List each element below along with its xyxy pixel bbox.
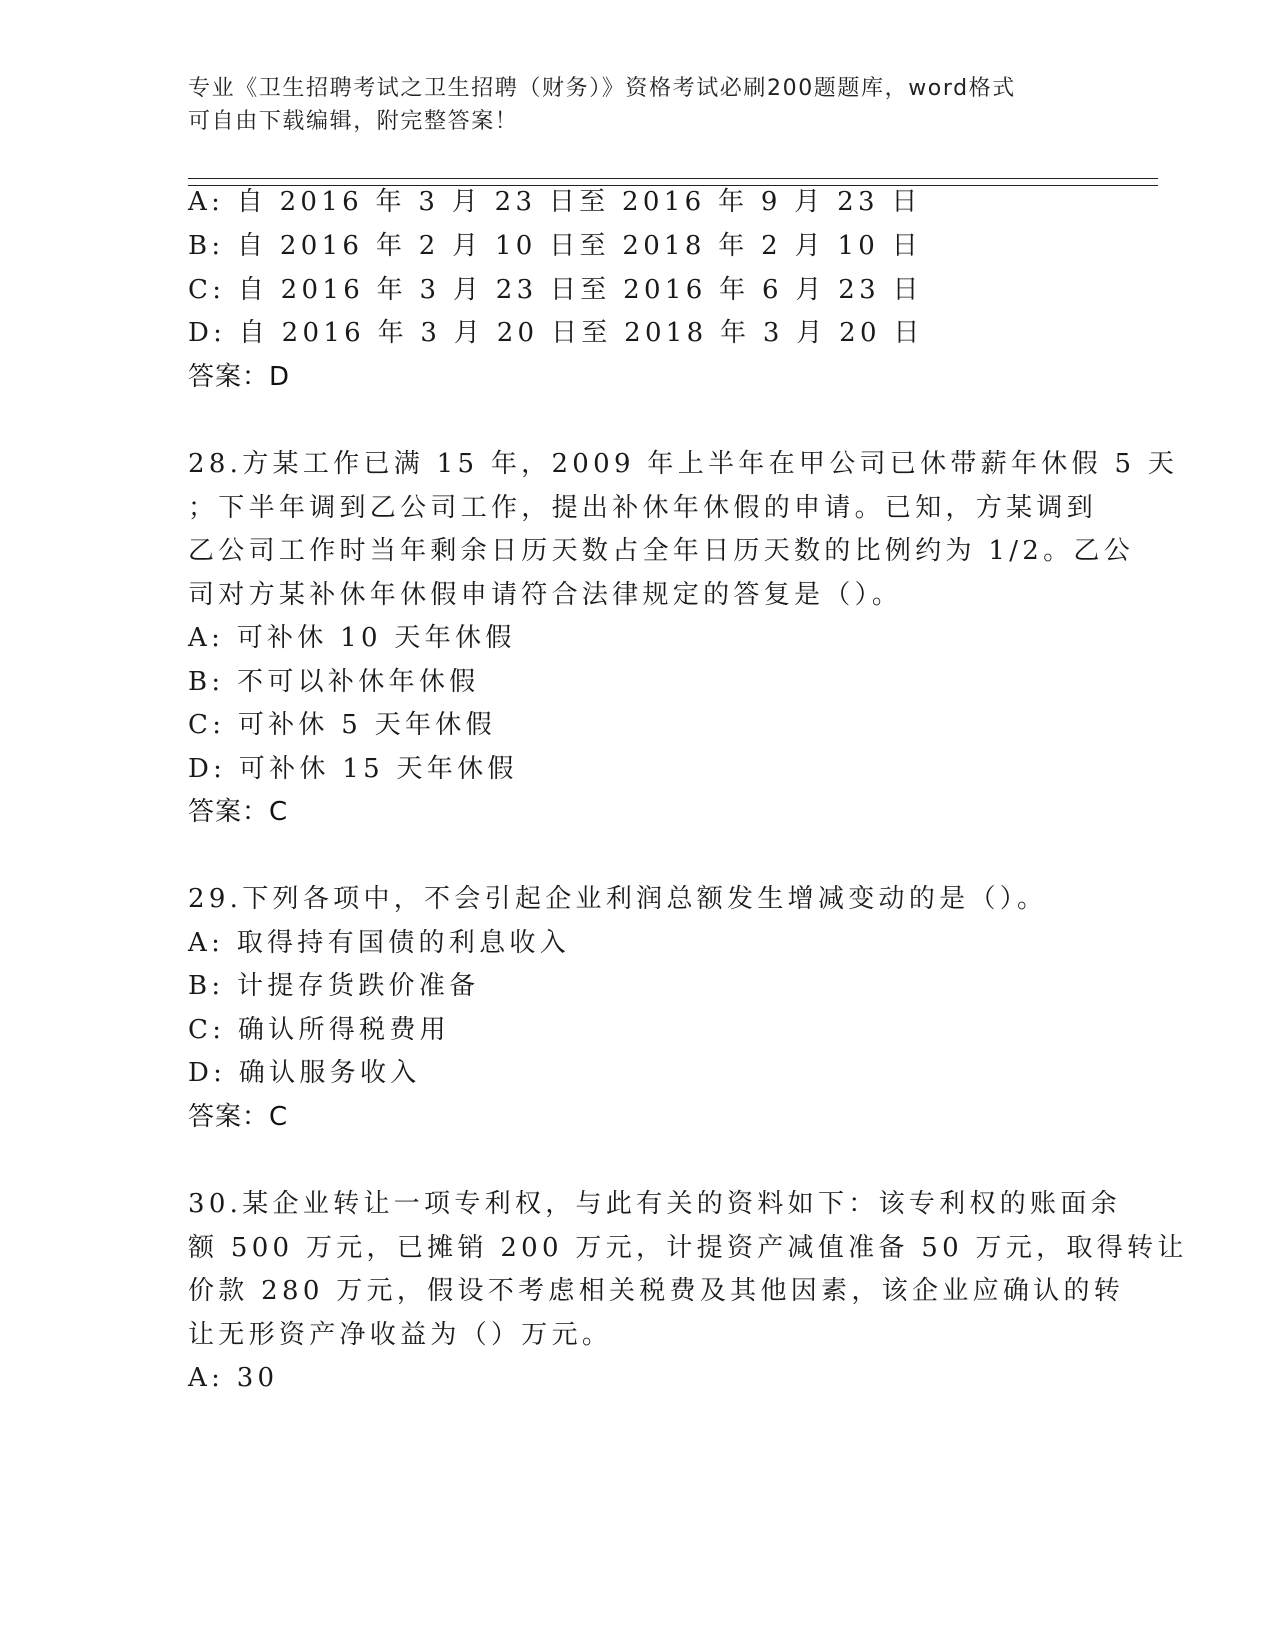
- header-line-1: 专业《卫生招聘考试之卫生招聘（财务）》资格考试必刷200题题库，word格式: [188, 76, 1016, 101]
- q30-stem-line-4: 让无形资产净收益为（）万元。: [188, 1320, 613, 1350]
- q27-answer: 答案：D: [188, 362, 291, 392]
- header-double-rule: [188, 178, 1158, 186]
- q28-stem-line-3: 乙公司工作时当年剩余日历天数占全年日历天数的比例约为 1/2。乙公: [188, 536, 1135, 566]
- q30-option-a: A: 30: [188, 1363, 279, 1393]
- q28-stem-line-2: ；下半年调到乙公司工作，提出补休年休假的申请。已知，方某调到: [188, 493, 1098, 523]
- q29-option-d: D: 确认服务收入: [188, 1058, 421, 1088]
- q28-stem-line-1: 28.方某工作已满 15 年，2009 年上半年在甲公司已休带薪年休假 5 天: [188, 449, 1179, 479]
- q28-option-d: D: 可补休 15 天年休假: [188, 754, 518, 784]
- q28-option-a: A: 可补休 10 天年休假: [188, 623, 516, 653]
- q30-stem-line-2: 额 500 万元，已摊销 200 万元，计提资产减值准备 50 万元，取得转让: [188, 1233, 1188, 1263]
- q27-option-a: A: 自 2016 年 3 月 23 日至 2016 年 9 月 23 日: [188, 187, 922, 217]
- document-header: [188, 72, 1088, 138]
- q29-option-a: A: 取得持有国债的利息收入: [188, 928, 571, 958]
- q30-stem-line-1: 30.某企业转让一项专利权，与此有关的资料如下：该专利权的账面余: [188, 1189, 1121, 1219]
- q28-stem-line-4: 司对方某补休年休假申请符合法律规定的答复是（）。: [188, 580, 903, 610]
- q28-option-b: B: 不可以补休年休假: [188, 667, 480, 697]
- q27-option-b: B: 自 2016 年 2 月 10 日至 2018 年 2 月 10 日: [188, 231, 922, 261]
- q27-option-c: C: 自 2016 年 3 月 23 日至 2016 年 6 月 23 日: [188, 275, 923, 305]
- header-line-2: 可自由下载编辑，附完整答案！: [188, 109, 519, 134]
- q29-option-c: C: 确认所得税费用: [188, 1015, 450, 1045]
- q27-option-d: D: 自 2016 年 3 月 20 日至 2018 年 3 月 20 日: [188, 318, 924, 348]
- q28-option-c: C: 可补休 5 天年休假: [188, 710, 496, 740]
- q29-stem-line-1: 29.下列各项中，不会引起企业利润总额发生增减变动的是（）。: [188, 884, 1048, 914]
- q30-stem-line-3: 价款 280 万元，假设不考虑相关税费及其他因素，该企业应确认的转: [188, 1276, 1125, 1306]
- q29-option-b: B: 计提存货跌价准备: [188, 971, 480, 1001]
- q28-answer: 答案：C: [188, 797, 289, 827]
- q29-answer: 答案：C: [188, 1102, 289, 1132]
